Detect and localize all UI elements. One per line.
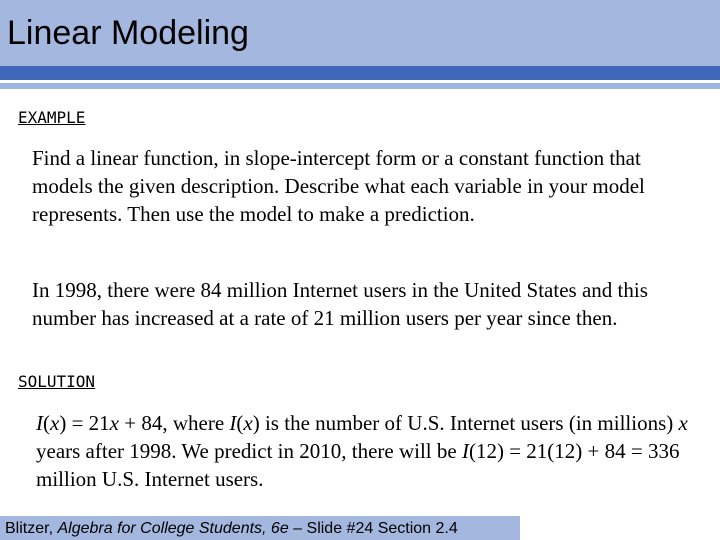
example-label: EXAMPLE bbox=[18, 108, 86, 127]
solution-text bbox=[36, 409, 696, 493]
title-bar bbox=[0, 0, 720, 66]
footer-author: Blitzer, bbox=[5, 520, 58, 537]
solution-var: x bbox=[243, 411, 253, 435]
solution-func-name: I bbox=[461, 439, 469, 463]
scenario-text: In 1998, there were 84 million Internet users in the United States and this number has increased at a rate of 21 million users per year since then. bbox=[32, 278, 648, 330]
footer-slide-info: – Slide #24 Section 2.4 bbox=[288, 520, 458, 537]
solution-var: x bbox=[50, 411, 60, 435]
solution-part: ) is the number of U.S. Internet users (in millions) bbox=[252, 411, 679, 435]
slide-title: Linear Modeling bbox=[7, 14, 249, 52]
solution-part: ) = 21 bbox=[59, 411, 110, 435]
solution-part: ( bbox=[43, 411, 50, 435]
solution-label: SOLUTION bbox=[18, 372, 96, 391]
solution-part: ( bbox=[236, 411, 244, 435]
problem-text: Find a linear function, in slope-intercept form or a constant function that models the given description. Describe what each variable in your model represents. Then use the model to make a prediction. bbox=[32, 146, 645, 226]
footer-book: Algebra for College Students, 6e bbox=[57, 520, 289, 537]
solution-part: years after 1998. We predict in 2010, there will be bbox=[36, 439, 462, 463]
title-rule-secondary bbox=[0, 83, 720, 89]
footer-left-panel bbox=[0, 516, 520, 540]
solution-var: x bbox=[678, 411, 688, 435]
footer-right-blank bbox=[520, 516, 720, 540]
solution-part: + 84, where bbox=[119, 411, 230, 435]
solution-func-name: I bbox=[229, 411, 237, 435]
solution-func-name: I bbox=[36, 411, 43, 435]
footer-citation bbox=[5, 520, 458, 538]
title-rule bbox=[0, 66, 720, 80]
solution-part: (12) = 21(12) + 84 = 336 million U.S. Internet users. bbox=[36, 439, 680, 491]
solution-var: x bbox=[109, 411, 119, 435]
footer-bar bbox=[0, 516, 720, 540]
